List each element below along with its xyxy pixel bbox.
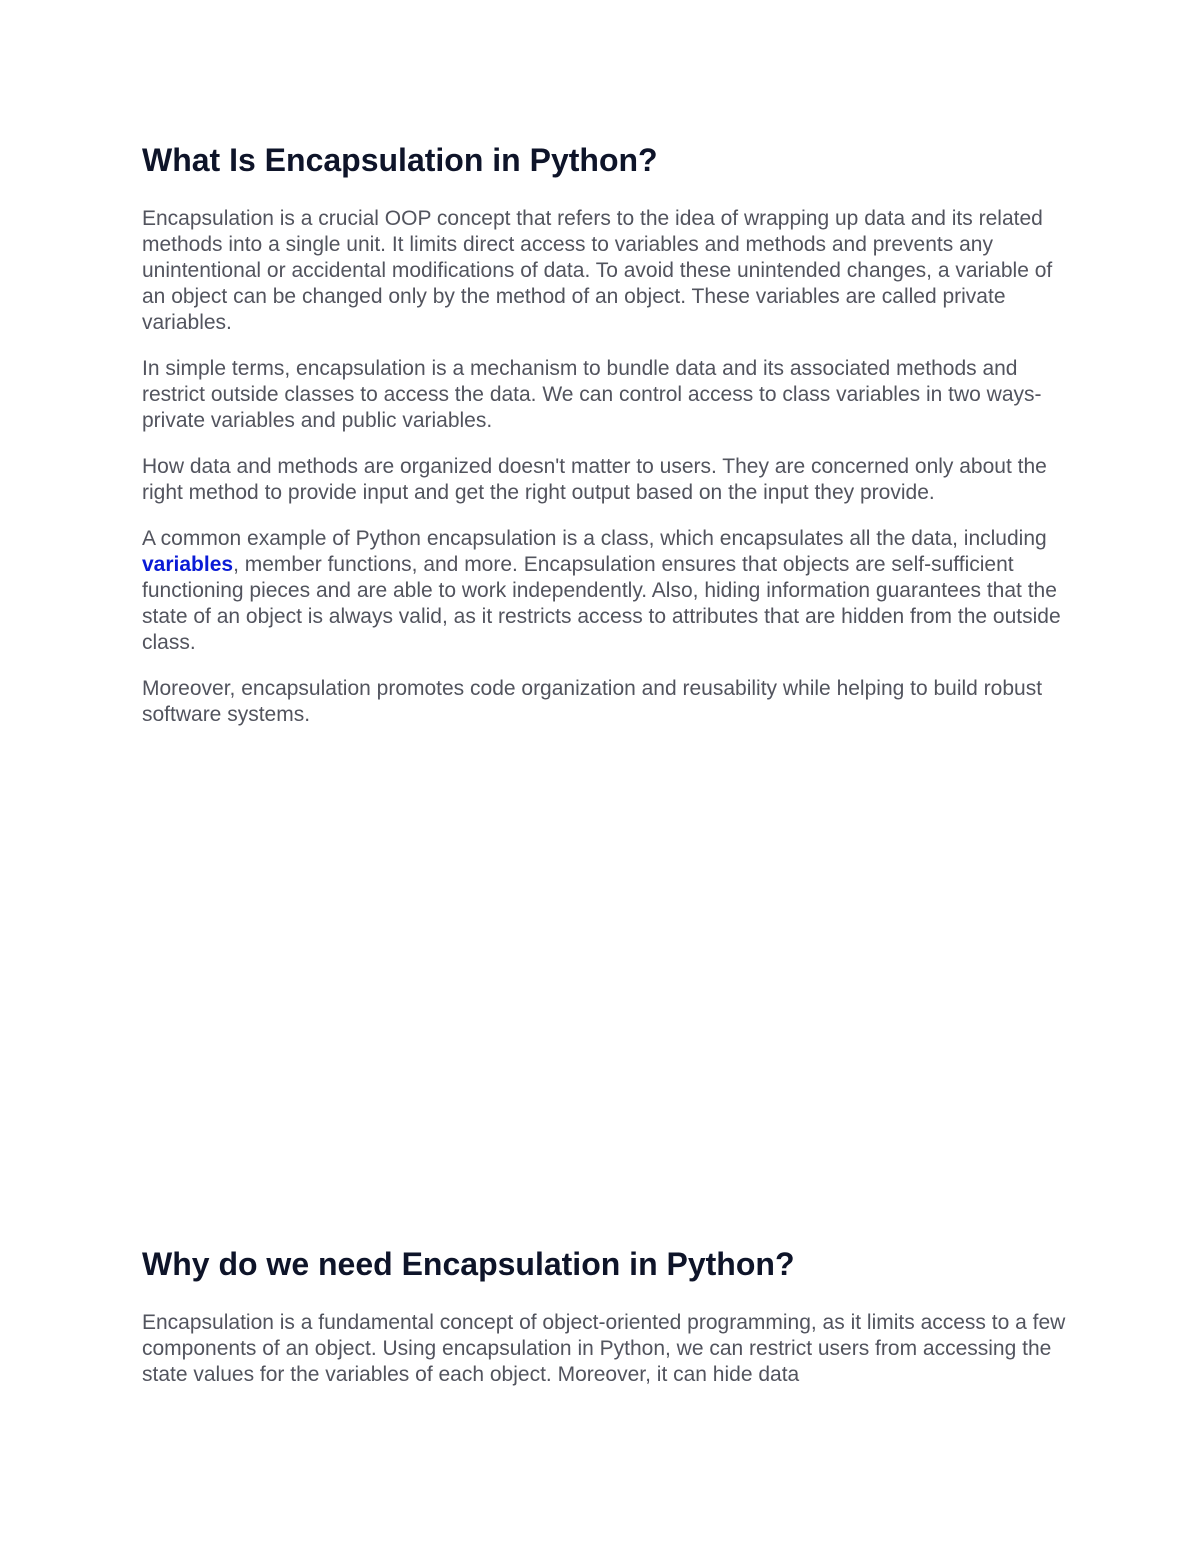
section-why-need-encapsulation	[142, 1244, 1072, 1408]
section-what-is-encapsulation	[142, 140, 1072, 748]
paragraph-text-after-link: , member functions, and more. Encapsulation ensures that objects are self-sufficient functioning pieces and are able to work independently. Also, hiding information guarantees that the state of an object is always valid, as it restricts access to attributes that are hidden from the outside class.	[142, 553, 1061, 654]
section-heading: Why do we need Encapsulation in Python?	[142, 1246, 795, 1282]
paragraph: Encapsulation is a fundamental concept of object-oriented programming, as it limits access to a few components of an object. Using encapsulation in Python, we can restrict users from accessing the state values for the variables of each object. Moreover, it can hide data	[142, 1311, 1066, 1386]
paragraph-text-before-link: A common example of Python encapsulation is a class, which encapsulates all the data, including	[142, 527, 1047, 550]
paragraph-with-link	[142, 526, 1072, 656]
variables-link[interactable]: variables	[142, 553, 234, 576]
section-heading: What Is Encapsulation in Python?	[142, 142, 658, 178]
paragraph: Encapsulation is a crucial OOP concept that refers to the idea of wrapping up data and its related methods into a single unit. It limits direct access to variables and methods and prevents any unintentional or accidental modifications of data. To avoid these unintended changes, a variable of an object can be changed only by the method of an object. These variables are called private variables.	[142, 207, 1053, 334]
paragraph: Moreover, encapsulation promotes code organization and reusability while helping to build robust software systems.	[142, 677, 1043, 726]
paragraph: In simple terms, encapsulation is a mechanism to bundle data and its associated methods and restrict outside classes to access the data. We can control access to class variables in two ways- private variables and public variables.	[142, 357, 1042, 432]
paragraph: How data and methods are organized doesn't matter to users. They are concerned only about the right method to provide input and get the right output based on the input they provide.	[142, 455, 1047, 504]
